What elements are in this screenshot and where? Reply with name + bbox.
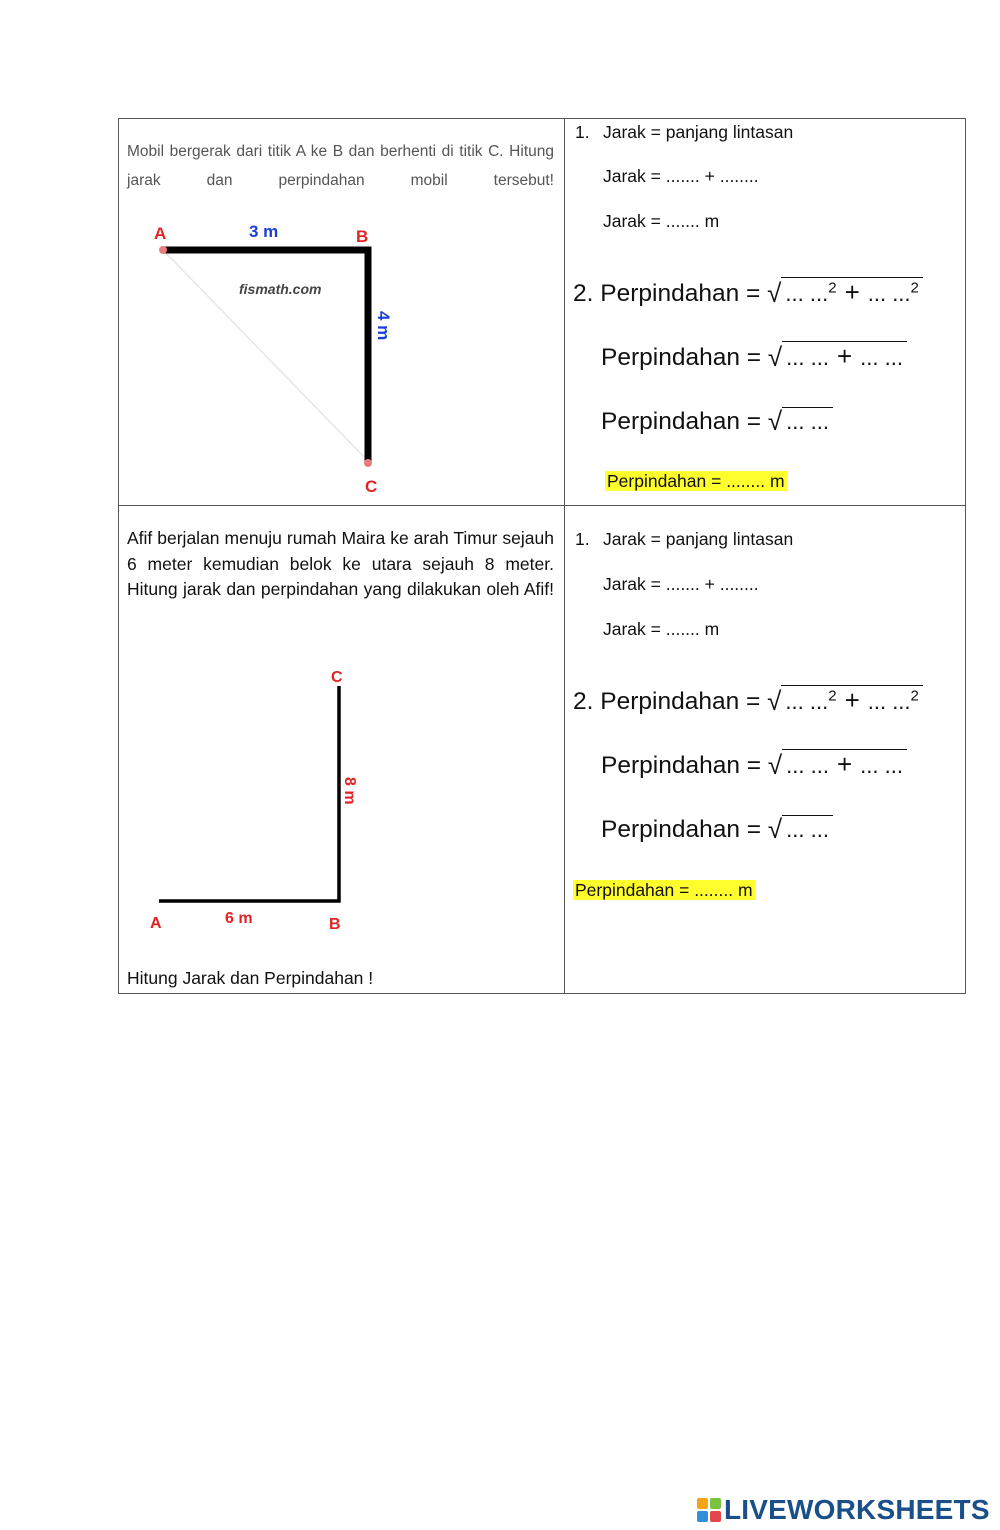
perpindahan-sum-line [601,749,907,780]
path-abc [159,686,339,901]
step1-line [575,122,793,143]
step2-number: 2. [573,688,594,715]
perpindahan-formula-line [573,277,923,308]
liveworksheets-logo-icon [697,1498,721,1522]
step1-number: 1. [575,122,590,142]
point-a-label: A [150,915,162,932]
sqrt-icon: √ [767,406,783,436]
perpindahan-label: Perpindahan = [600,280,761,307]
jarak-sum-line: Jarak = ....... + ........ [603,166,759,186]
perpindahan-label: Perpindahan = [601,344,762,371]
sqrt-single: √ ... ... [768,813,833,844]
brand-name: LIVEWORKSHEETS [724,1494,990,1525]
jarak-result-line: Jarak = ....... m [603,211,720,231]
perpindahan-label: Perpindahan = [601,752,762,779]
point-a-marker [159,246,167,254]
step1-title: Jarak = panjang lintasan [603,529,794,549]
worksheet1-cell [565,119,966,506]
step1-number: 1. [575,529,590,549]
final-answer-highlight: Perpindahan = ........ m [575,880,753,900]
step1-line [575,529,793,550]
sqrt-sum: √ ... ... + ... ... [768,749,907,780]
point-b-label: B [356,227,369,246]
segment-bc-label: 8 m [341,777,358,805]
point-c-label: C [331,669,343,686]
sqrt-icon: √ [767,814,783,844]
sqrt-squares: √ ... ...$^2$ + ... ...$^2$ [767,277,923,308]
problem2-diagram [119,506,564,994]
jarak-result-line: Jarak = ....... m [603,619,720,639]
problem2-footer: Hitung Jarak dan Perpindahan ! [127,968,374,988]
perpindahan-sum-line [601,341,907,372]
perpindahan-root-line [601,405,833,436]
perpindahan-label: Perpindahan = [600,688,761,715]
final-answer-highlight: Perpindahan = ........ m [607,471,785,491]
step2-number: 2. [573,280,594,307]
sqrt-squares: √ ... ...$^2$ + ... ...$^2$ [767,685,923,716]
segment-bc-label: 4 m [374,311,393,341]
step1-title: Jarak = panjang lintasan [603,122,794,142]
perpindahan-formula-line [573,685,923,716]
problem1-cell [119,119,565,506]
point-c-label: C [365,477,378,496]
liveworksheets-brand [697,1493,990,1527]
perpindahan-label: Perpindahan = [601,408,762,435]
watermark-text: fismath.com [239,281,322,297]
sqrt-icon: √ [767,342,783,372]
segment-ab-label: 6 m [225,910,253,927]
sqrt-single: √ ... ... [768,405,833,436]
problem1-diagram [119,119,564,506]
point-b-label: B [329,916,341,933]
perpindahan-label: Perpindahan = [601,816,762,843]
sqrt-icon: √ [767,278,782,308]
point-a-label: A [154,224,167,243]
worksheet-table [118,118,966,994]
point-c-marker [364,459,372,467]
segment-ab-label: 3 m [249,222,279,241]
sqrt-icon: √ [767,750,783,780]
jarak-sum-line: Jarak = ....... + ........ [603,574,759,594]
worksheet2-cell [565,506,966,994]
problem2-text: Afif berjalan menuju rumah Maira ke arah Timur sejauh 6 meter kemudian belok ke utara sejauh 8 meter. Hitung jarak dan perpindahan yang dilakukan oleh Afif! [127,528,554,599]
sqrt-icon: √ [767,686,782,716]
perpindahan-root-line [601,813,833,844]
sqrt-sum: √ ... ... + ... ... [768,341,907,372]
problem2-cell [119,506,565,994]
problem1-text: Mobil bergerak dari titik A ke B dan berhenti di titik C. Hitung jarak dan perpindahan mobil tersebut! [127,143,554,189]
